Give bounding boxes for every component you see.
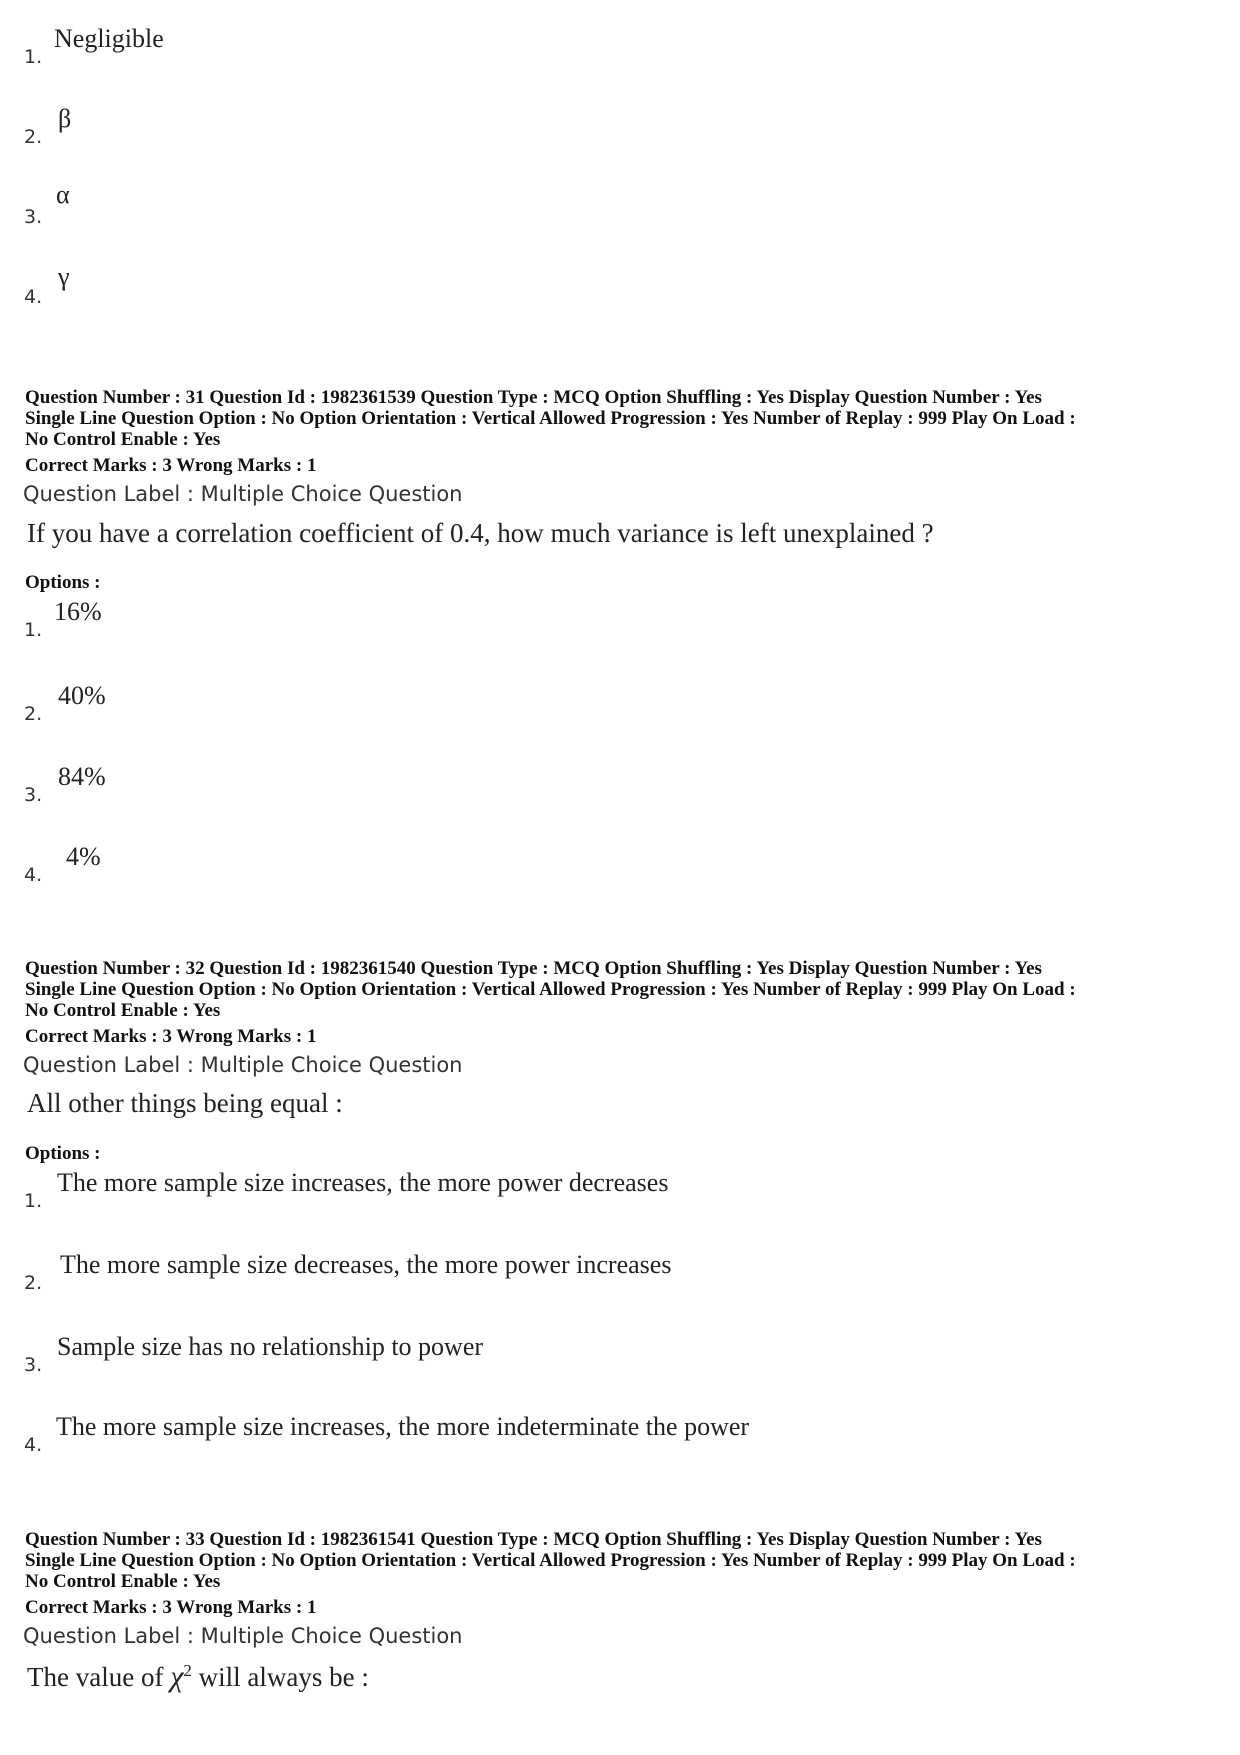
option-number: 2. — [24, 703, 43, 725]
option-text: 84% — [58, 762, 106, 791]
question-meta — [25, 1529, 1220, 1592]
question-text: If you have a correlation coefficient of 0.4, how much variance is left unexplained ? — [27, 518, 934, 548]
option-number: 4. — [24, 864, 43, 886]
question-text: All other things being equal : — [27, 1088, 343, 1118]
question-text-suffix: will always be : — [191, 1662, 369, 1692]
option-number: 1. — [24, 46, 43, 68]
option-number: 2. — [24, 1272, 43, 1294]
option-number: 1. — [24, 1190, 43, 1212]
question-text — [27, 1660, 369, 1694]
option-text: The more sample size decreases, the more power increases — [60, 1250, 672, 1279]
question-text-prefix: The value of — [27, 1662, 171, 1692]
option-text: Negligible — [54, 24, 164, 53]
question-meta-line: Question Number : 32 Question Id : 1982361540 Question Type : MCQ Option Shuffling : Yes Display Question Number : Yes — [25, 958, 1042, 979]
option-text: γ — [58, 262, 70, 291]
question-meta-line: Question Number : 31 Question Id : 1982361539 Question Type : MCQ Option Shuffling : Yes Display Question Number : Yes — [25, 387, 1042, 408]
option-number: 4. — [24, 1434, 43, 1456]
option-text: α — [56, 180, 70, 209]
superscript: 2 — [183, 1661, 192, 1680]
option-text: The more sample size increases, the more indeterminate the power — [56, 1412, 750, 1441]
options-label: Options : — [25, 1143, 101, 1164]
option-number: 3. — [24, 784, 43, 806]
option-text: 16% — [54, 597, 102, 626]
question-meta — [25, 958, 1220, 1021]
question-marks: Correct Marks : 3 Wrong Marks : 1 — [25, 1597, 317, 1618]
question-label: Question Label : Multiple Choice Question — [23, 1053, 463, 1077]
option-text: β — [58, 104, 72, 133]
question-meta-line: No Control Enable : Yes — [25, 1571, 221, 1592]
option-number: 4. — [24, 286, 43, 308]
options-label: Options : — [25, 572, 101, 593]
option-number: 3. — [24, 1354, 43, 1376]
question-label: Question Label : Multiple Choice Question — [23, 1624, 463, 1648]
chi-symbol: χ — [170, 1660, 184, 1693]
option-text: 40% — [58, 681, 106, 710]
question-meta-line: Single Line Question Option : No Option Orientation : Vertical Allowed Progression : Yes Number of Replay : 999 Play On Load : — [25, 1550, 1076, 1571]
question-marks: Correct Marks : 3 Wrong Marks : 1 — [25, 455, 317, 476]
option-number: 3. — [24, 206, 43, 228]
question-meta-line: Question Number : 33 Question Id : 1982361541 Question Type : MCQ Option Shuffling : Yes Display Question Number : Yes — [25, 1529, 1042, 1550]
option-number: 2. — [24, 126, 43, 148]
option-text: The more sample size increases, the more power decreases — [57, 1168, 669, 1197]
question-marks: Correct Marks : 3 Wrong Marks : 1 — [25, 1026, 317, 1047]
question-meta-line: No Control Enable : Yes — [25, 1000, 221, 1021]
option-text: 4% — [66, 842, 101, 871]
question-label: Question Label : Multiple Choice Question — [23, 482, 463, 506]
question-meta-line: No Control Enable : Yes — [25, 429, 221, 450]
option-number: 1. — [24, 619, 43, 641]
question-meta — [25, 387, 1220, 450]
question-meta-line: Single Line Question Option : No Option Orientation : Vertical Allowed Progression : Yes Number of Replay : 999 Play On Load : — [25, 408, 1076, 429]
option-text: Sample size has no relationship to power — [57, 1332, 484, 1361]
question-meta-line: Single Line Question Option : No Option Orientation : Vertical Allowed Progression : Yes Number of Replay : 999 Play On Load : — [25, 979, 1076, 1000]
